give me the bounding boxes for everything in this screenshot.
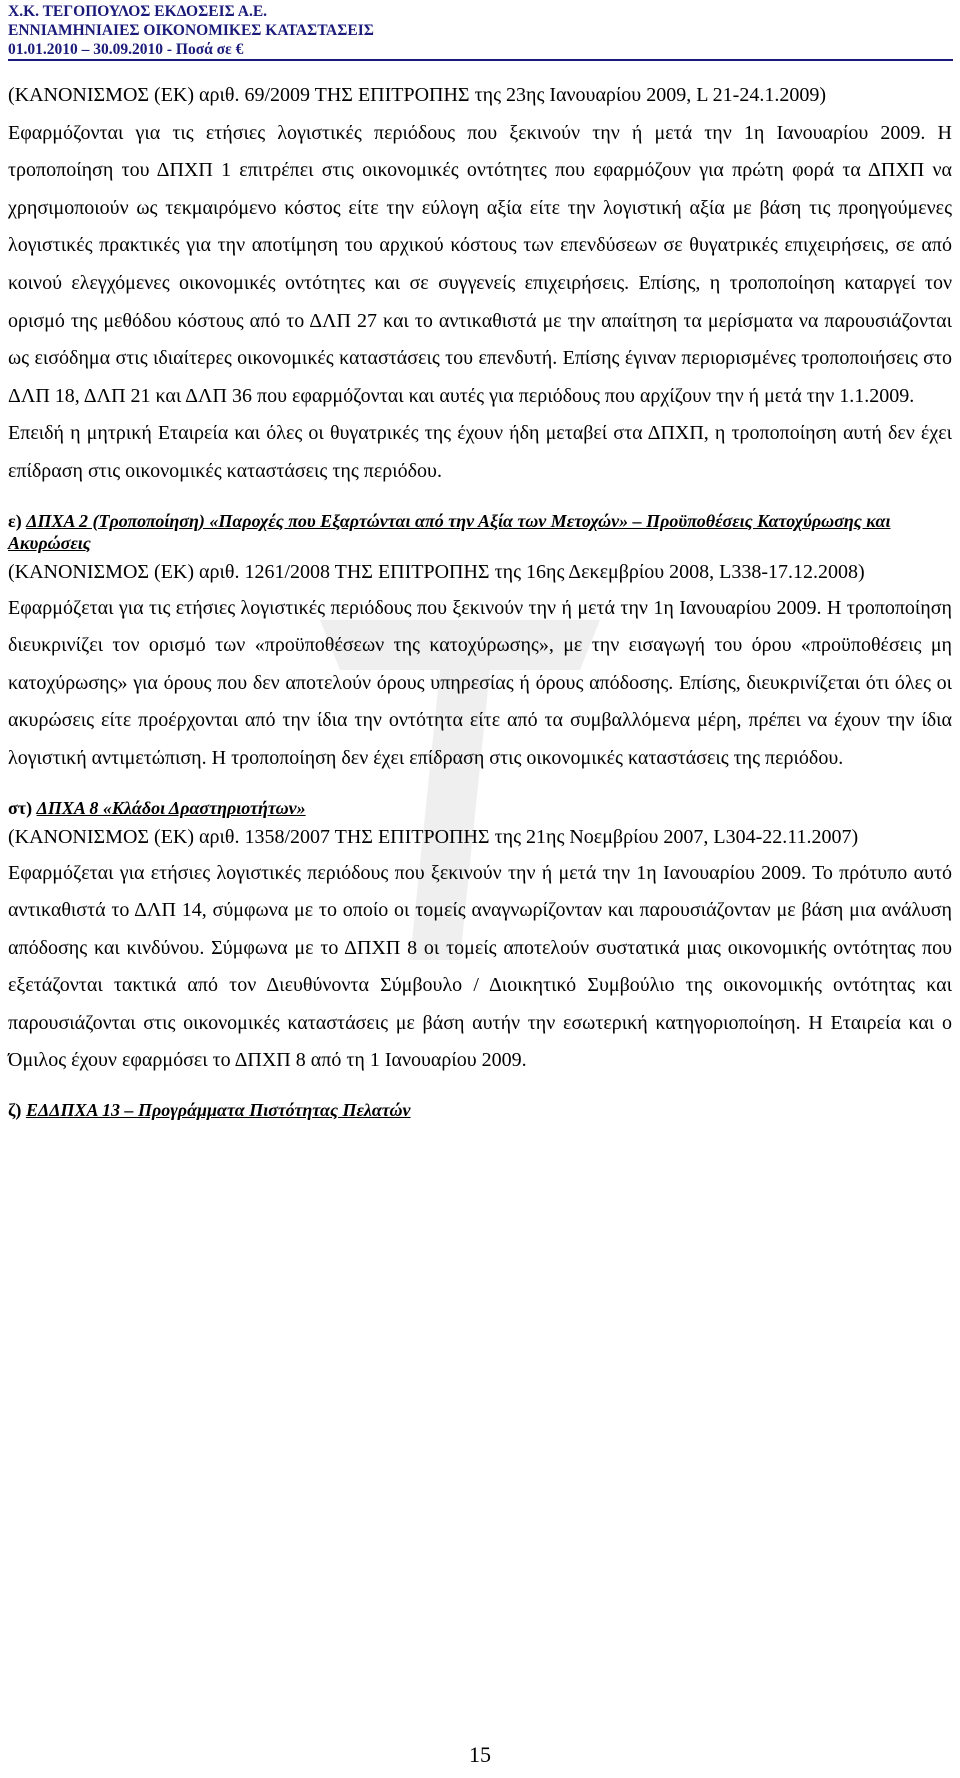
section-st-prefix: στ) <box>8 797 37 818</box>
document-body <box>8 77 952 1121</box>
section1-paragraph-1: Εφαρμόζονται για τις ετήσιες λογιστικές περιόδους που ξεκινούν την ή μετά την 1η Ιανουαρίου 2009. Η τροποποίηση του ΔΠΧΠ 1 επιτρέπει στις οικονομικές οντότητες που εφαρμόζουν για πρώτη φορά τα ΔΠΧΠ να χρησιμοποιούν ως τεκμαιρόμενο κόστος είτε την εύλογη αξία είτε την λογιστική αξία με βάση τις προηγούμενες λογιστικές πρακτικές για την αποτίμηση του αρχικού κόστους των επενδύσεων σε θυγατρικές επιχειρήσεις, σε από κοινού ελεγχόμενες οικονομικές οντότητες και σε συγγενείς επιχειρήσεις. Επίσης, η τροποποίηση καταργεί τον ορισμό της μεθόδου κόστους από το ΔΛΠ 27 και το αντικαθιστά με την απαίτηση τα μερίσματα να παρουσιάζονται ως εισόδημα στις ιδιαίτερες οικονομικές καταστάσεις του επενδυτή. Επίσης έγιναν περιορισμένες τροποποιήσεις στο ΔΛΠ 18, ΔΛΠ 21 και ΔΛΠ 36 που εφαρμόζονται και αυτές για περιόδους που αρχίζουν την ή μετά την 1.1.2009. <box>8 121 952 407</box>
report-title: ΕΝΝΙΑΜΗΝΙΑΙΕΣ ΟΙΚΟΝΟΜΙΚΕΣ ΚΑΤΑΣΤΑΣΕΙΣ <box>8 22 374 39</box>
section-z-heading <box>8 1099 952 1121</box>
section1-paragraph-2: Επειδή η μητρική Εταιρεία και όλες οι θυγατρικές της έχουν ήδη μεταβεί στα ΔΠΧΠ, η τροποποίηση αυτή δεν έχει επίδραση στις οικονομικές καταστάσεις της περιόδου. <box>8 422 952 482</box>
section-z-title: ΕΔΔΠΧΑ 13 – Προγράμματα Πιστότητας Πελατών <box>25 1100 411 1121</box>
company-name: Χ.Κ. ΤΕΓΟΠΟΥΛΟΣ ΕΚΔΟΣΕΙΣ Α.Ε. <box>8 3 268 20</box>
document-header <box>8 2 374 59</box>
page-number: 15 <box>469 1742 491 1767</box>
section1-regulation: (ΚΑΝΟΝΙΣΜΟΣ (ΕΚ) αριθ. 69/2009 ΤΗΣ ΕΠΙΤΡΟΠΗΣ της 23ης Ιανουαρίου 2009, L 21-24.1.2009) <box>8 84 826 106</box>
section-st-regulation: (ΚΑΝΟΝΙΣΜΟΣ (ΕΚ) αριθ. 1358/2007 ΤΗΣ ΕΠΙΤΡΟΠΗΣ της 21ης Νοεμβρίου 2007, L304-22.11.2007) <box>8 825 859 848</box>
header-divider <box>8 59 953 61</box>
section-e-paragraph: Εφαρμόζεται για τις ετήσιες λογιστικές περιόδους που ξεκινούν την ή μετά την 1η Ιανουαρίου 2009. Η τροποποίηση διευκρινίζει τον ορισμό των «προϋποθέσεων της κατοχύρωσης», με την εισαγωγή του όρου «προϋποθέσεις μη κατοχύρωσης» για όρους που δεν αποτελούν όρους υπηρεσίας ή όρους απόδοσης. Επίσης, διευκρινίζεται ότι όλες οι ακυρώσεις είτε προέρχονται από την ίδια την οντότητα είτε από τα συμβαλλόμενα μέρη, πρέπει να έχουν την ίδια λογιστική αντιμετώπιση. Η τροποποίηση δεν έχει επίδραση στις οικονομικές καταστάσεις της περιόδου. <box>8 596 952 769</box>
section-e-regulation: (ΚΑΝΟΝΙΣΜΟΣ (ΕΚ) αριθ. 1261/2008 ΤΗΣ ΕΠΙΤΡΟΠΗΣ της 16ης Δεκεμβρίου 2008, L338-17.12.2008) <box>8 560 865 583</box>
section-st-title: ΔΠΧΑ 8 «Κλάδοι Δραστηριοτήτων» <box>36 797 306 818</box>
section-st-heading <box>8 797 952 819</box>
section-z-prefix: ζ) <box>8 1100 26 1121</box>
report-period: 01.01.2010 – 30.09.2010 - Ποσά σε € <box>8 41 244 58</box>
section-e-title: ΔΠΧΑ 2 (Τροποποίηση) «Παροχές που Εξαρτώνται από την Αξία των Μετοχών» – Προϋποθέσεις Κατοχύρωσης και Ακυρώσεις <box>8 510 891 553</box>
section-e-heading <box>8 510 952 554</box>
section-st-paragraph: Εφαρμόζεται για ετήσιες λογιστικές περιόδους που ξεκινούν την ή μετά την 1η Ιανουαρίου 2009. Το πρότυπο αυτό αντικαθιστά το ΔΛΠ 14, σύμφωνα με το οποίο οι τομείς αναγνωρίζονταν και παρουσιάζονταν με βάση μια ανάλυση απόδοσης και κινδύνου. Σύμφωνα με το ΔΠΧΠ 8 οι τομείς αποτελούν συστατικά μιας οικονομικής οντότητας που εξετάζονται τακτικά από τον Διευθύνοντα Σύμβουλο / Διοικητικό Συμβούλιο της οικονομικής οντότητας και παρουσιάζονται στις οικονομικές καταστάσεις με βάση αυτήν την εσωτερική κατηγοριοποίηση. Η Εταιρεία και ο Όμιλος έχουν εφαρμόσει το ΔΠΧΠ 8 από τη 1 Ιανουαρίου 2009. <box>8 861 952 1072</box>
section-e-prefix: ε) <box>8 510 27 531</box>
